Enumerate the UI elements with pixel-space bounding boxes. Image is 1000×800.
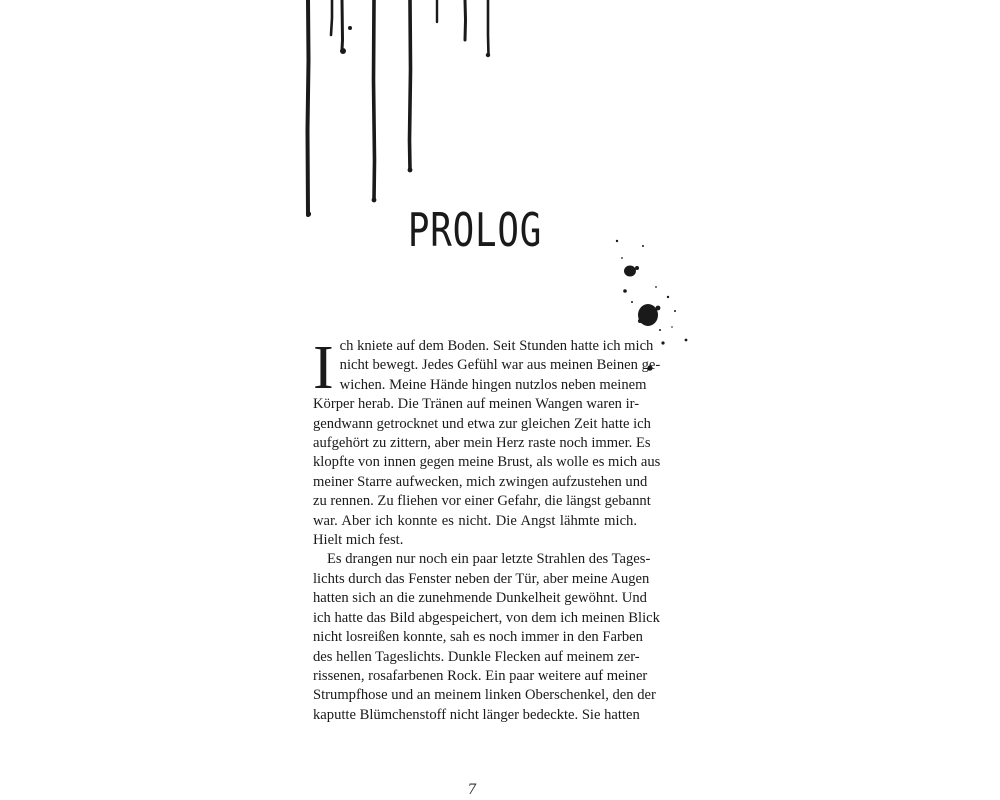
text-line: kaputte Blümchenstoff nicht länger bedeckte. Sie hatten xyxy=(313,706,640,723)
text-line: ch kniete auf dem Boden. Seit Stunden hatte ich mich xyxy=(339,338,654,354)
drop-cap: I xyxy=(313,334,334,402)
text-line: Hielt mich fest. xyxy=(313,532,404,549)
text-line: meiner Starre aufwecken, mich zwingen aufzustehen und xyxy=(313,473,648,490)
body-text xyxy=(313,334,661,725)
page-number: 7 xyxy=(467,782,477,798)
paragraph-1 xyxy=(313,334,661,550)
text-line: nicht bewegt. Jedes Gefühl war aus meinen Beinen ge- xyxy=(339,357,661,374)
text-line: Es drangen nur noch ein paar letzte Strahlen des Tages- xyxy=(327,551,651,568)
text-line: war. Aber ich konnte es nicht. Die Angst lähmte mich. xyxy=(313,512,637,529)
text-line: Körper herab. Die Tränen auf meinen Wangen waren ir- xyxy=(313,396,640,413)
chapter-title: PROLOG xyxy=(407,203,543,257)
text-line: aufgehört zu zittern, aber mein Herz raste noch immer. Es xyxy=(313,435,651,452)
text-line: zu rennen. Zu fliehen vor einer Gefahr, die längst gebannt xyxy=(313,493,651,510)
text-line: lichts durch das Fenster neben der Tür, aber meine Augen xyxy=(313,570,650,587)
text-line: ich hatte das Bild abgespeichert, von dem ich meinen Blick xyxy=(313,609,660,626)
text-line: rissenen, rosafarbenen Rock. Ein paar weitere auf meiner xyxy=(313,667,648,684)
text-line: des hellen Tageslichts. Dunkle Flecken auf meinem zer- xyxy=(313,648,640,665)
text-line: hatten sich an die zunehmende Dunkelheit gewöhnt. Und xyxy=(313,590,647,607)
text-line: klopfte von innen gegen meine Brust, als wolle es mich aus xyxy=(313,454,661,471)
paragraph-2 xyxy=(313,550,660,725)
text-line: wichen. Meine Hände hingen nutzlos neben meinem xyxy=(339,376,647,393)
text-line: Strumpfhose und an meinem linken Oberschenkel, den der xyxy=(313,687,656,704)
text-line: nicht losreißen konnte, sah es noch immer in den Farben xyxy=(313,629,643,646)
text-line: gendwann getrocknet und etwa zur gleichen Zeit hatte ich xyxy=(313,415,651,432)
